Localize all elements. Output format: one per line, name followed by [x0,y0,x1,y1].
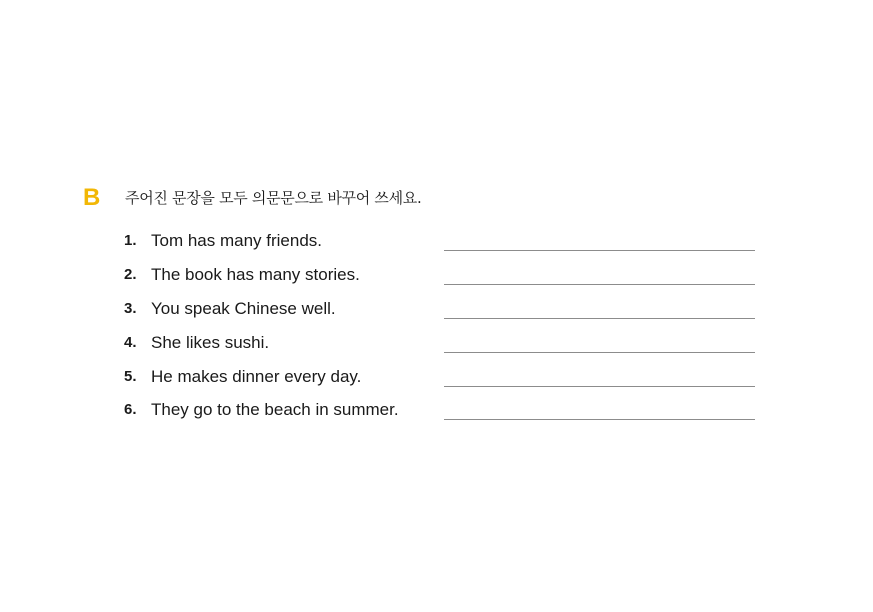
item-number: 1. [124,232,137,249]
exercise-item-3 [0,299,873,333]
answer-field-1[interactable] [444,250,755,251]
item-sentence: They go to the beach in summer. [151,400,399,419]
answer-field-6[interactable] [444,419,755,420]
item-sentence: Tom has many friends. [151,231,323,250]
item-number: 4. [124,334,137,351]
item-number: 2. [124,266,137,283]
answer-field-4[interactable] [444,352,755,353]
answer-field-5[interactable] [444,386,755,387]
exercise-item-1 [0,231,873,265]
exercise-item-5 [0,367,873,401]
item-sentence: You speak Chinese well. [151,299,336,318]
item-number: 5. [124,368,137,385]
item-sentence: He makes dinner every day. [151,367,362,386]
exercise-item-6 [0,400,873,434]
item-sentence: The book has many stories. [151,265,360,284]
instruction-text: 주어진 문장을 모두 의문문으로 바꾸어 쓰세요. [125,189,422,207]
section-letter: B [83,184,101,211]
answer-field-2[interactable] [444,284,755,285]
exercise-item-4 [0,333,873,367]
answer-field-3[interactable] [444,318,755,319]
item-sentence: She likes sushi. [151,333,270,352]
item-number: 6. [124,401,137,418]
item-number: 3. [124,300,137,317]
exercise-item-2 [0,265,873,299]
